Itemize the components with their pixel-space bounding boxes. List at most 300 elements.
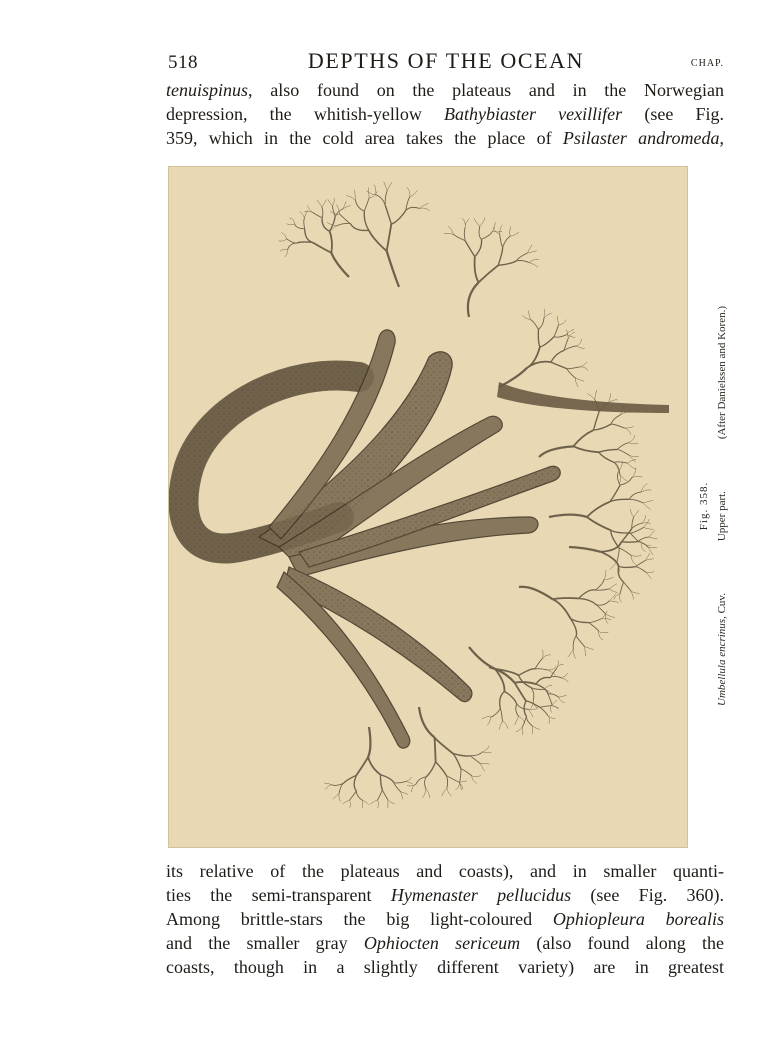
tentacle-branch [391,211,405,224]
tentacle-branch [528,311,530,320]
text-run: (also found along the [520,933,724,953]
tentacle-branch [519,587,553,600]
figure-part: Upper part. [716,491,728,542]
tentacle-branch [528,709,537,710]
tentacle-branch [642,515,646,523]
figure-caption [690,166,736,846]
tentacle-branch [455,782,459,790]
tentacle-branch [469,647,495,669]
tentacle-branch [376,195,386,206]
text-line [166,907,724,931]
text-run: , [719,128,725,148]
tentacle-branch [587,393,595,399]
tentacle-branch [643,503,651,510]
tentacle-branch [332,206,335,217]
tentacle-branch [557,316,559,325]
tentacle-branch [356,757,368,775]
tentacle-branch [446,776,457,782]
tentacle-branch [648,548,653,555]
tentacle-branch [487,717,491,725]
tentacle-branch [576,636,585,646]
tentacle-branch [453,753,470,756]
tentacle-branch [617,443,629,450]
tentacle-branch [553,598,579,599]
tentacle-branch [642,523,651,524]
tentacle-branch [628,463,636,469]
tentacle-branch [554,325,559,337]
tentacle-branch [336,223,350,226]
tentacle-branch [580,367,588,371]
tentacle-branch [557,660,559,668]
tentacle-branch [544,313,552,318]
tentacle-branch [601,618,611,620]
tentacle-branch [587,517,611,530]
tentacle-branch [322,206,323,217]
tentacle-branch [567,367,580,369]
tentacle-branch [317,200,322,207]
tentacle-branch [462,218,466,227]
tentacle-branch [510,226,511,236]
tentacle-branch [475,257,479,283]
text-run: coasts, though in a slightly different variety) are in greatest [166,957,724,977]
tentacle-branch [601,552,619,566]
tentacle-branch [585,647,586,657]
tentacle-branch [604,570,606,579]
tentacle-branch [645,559,653,561]
species-name: Umbellula encrinus, Cuv. [716,593,728,706]
tentacle-branch [569,547,601,552]
tentacle-branch [369,230,387,251]
tentacle-branch [308,206,313,213]
tentacle-branch [304,218,305,229]
tentacle-branch [585,647,594,650]
italic-term: Psilaster andromeda [562,128,720,148]
tentacle-branch [374,185,376,195]
tentacle-branch [620,582,623,593]
italic-term: Bathybiaster vexillifer [444,104,623,124]
tentacle-branch [330,231,332,253]
text-run: depression, the whitish-yellow [166,104,445,124]
tentacle-branch [548,694,552,704]
tentacle-branch [465,241,475,257]
tentacle-branch [624,428,631,435]
tentacle-branch [620,477,632,485]
tentacle-branch [446,776,447,789]
top-paragraph [166,78,724,150]
tentacle-branch [646,572,652,579]
tentacle-branch [500,709,502,722]
tentacle-branch [579,590,596,599]
tentacle-branch [340,214,351,223]
tentacle-branch [304,212,312,213]
text-line [166,126,724,150]
tentacle-branch [532,726,539,730]
tentacle-branch [480,764,485,772]
tentacle-branch [305,229,313,243]
tentacle-branch [576,339,582,346]
tentacle-branch [475,239,482,256]
tentacle-branch [481,231,492,239]
tentacle-branch [611,530,631,533]
tentacle-branch [326,785,333,790]
tentacle-branch [638,537,649,542]
tentacle-branch [619,548,631,555]
tentacle-branch [289,218,294,224]
tentacle-branch [617,548,619,562]
tentacle-branch [540,707,548,715]
tentacle-branch [434,737,452,753]
tentacle-branch [548,694,559,697]
tentacle-branch [624,582,632,591]
tentacle-branch [285,249,288,257]
tentacle-branch [550,676,561,678]
tentacle-branch [548,666,556,670]
tentacle-branch [453,234,465,240]
tentacle-branch [628,459,637,463]
tentacle-branch [638,542,648,548]
tentacle-branch [482,746,489,752]
tentacle-branch [619,566,636,567]
tentacle-branch [632,476,642,477]
tentacle-branch [621,529,631,542]
text-run: , also found on the plateaus and in the Norwegian [248,80,724,100]
tentacle-branch [629,435,635,442]
tentacle-branch [543,650,544,659]
tentacle-branch [596,601,609,605]
text-run: and the smaller gray [166,933,364,953]
tentacle-branch [595,580,604,590]
tentacle-branch [362,800,369,805]
tentacle-branch [635,567,646,572]
tentacle-branch [343,800,350,804]
tentacle-branch [474,218,480,226]
tentacle-branch [472,775,481,776]
tentacle-branch [538,318,544,329]
tentacle-branch [599,449,617,452]
tentacle-branch [355,190,356,200]
tentacle-branch [527,362,551,368]
tentacle-branch [287,224,295,225]
tentacle-branch [530,263,538,268]
tentacle-branch [559,320,567,325]
tentacle-branch [609,393,611,402]
tentacle-branch [405,782,413,784]
tentacle-branch [527,251,536,253]
tentacle-branch [377,790,382,800]
tentacle-branch [500,225,503,234]
tentacle-branch [551,350,564,362]
tentacle-branch [387,182,392,191]
tentacle-branch [394,782,405,783]
tentacle-branch [447,788,452,796]
text-run: (see Fig. 360). [571,885,724,905]
tentacle-branch [350,791,357,800]
tentacle-branch [281,233,286,239]
text-line [166,78,724,102]
chapter-label: CHAP. [690,58,724,69]
text-run: Among brittle-stars the big light-coloured [166,909,553,929]
tentacle-branch [519,717,525,724]
text-line [166,955,724,979]
tentacle-branch [332,198,334,206]
tentacle-branch [610,499,630,502]
tentacle-branch [609,584,617,589]
tentacle-branch [580,362,588,367]
text-line [166,859,724,883]
tentacle-branch [649,530,655,536]
tentacle-branch [632,468,636,477]
tentacle-branch [599,452,615,462]
tentacle-branch [436,762,447,776]
tentacle-branch [280,249,288,251]
tentacle-branch [621,412,630,414]
tentacle-branch [482,752,491,753]
tentacle-branch [405,777,412,782]
tentacle-branch [552,705,558,710]
tentacle-branch [579,598,597,604]
tentacle-branch [573,430,593,446]
tentacle-branch [589,623,599,632]
tentacle-branch [482,716,491,718]
tentacle-branch [420,203,429,208]
tentacle-branch [312,212,322,217]
tentacle-branch [322,200,327,207]
tentacle-branch [385,191,387,205]
tentacle-branch [595,589,608,590]
tentacle-branch [407,187,410,197]
tentacle-branch [531,700,534,709]
tentacle-branch [536,677,550,684]
tentacle-branch [426,789,429,797]
italic-term: tenuispinus [166,80,249,100]
tentacle-branch [516,253,527,261]
tentacle-branch [419,707,434,737]
tentacle-branch [538,329,540,347]
figure-credit: (After Danielssen and Koren.) [716,306,728,440]
tentacle-branch [460,769,461,782]
tentacle-branch [517,704,529,709]
tentacle-branch [426,762,435,777]
tentacle-branch [631,555,641,556]
tentacle-branch [649,537,657,539]
tentacle-branch [620,593,622,601]
tentacle-branch [464,227,465,240]
tentacle-branch [614,462,627,463]
tentacle-branch [621,542,638,543]
tentacle-branch [530,260,539,263]
tentacle-branch [384,182,387,192]
tentacle-branch [368,727,370,757]
tentacle-branch [540,706,551,708]
text-line [166,102,724,126]
tentacle-branch [498,261,516,265]
tentacle-branch [420,208,430,211]
tentacle-branch [480,218,485,226]
stalk [497,382,669,413]
tentacle-branch [510,232,519,236]
tentacle-branch [531,688,534,701]
tentacle-branch [575,378,578,387]
tentacle-branch [589,619,602,623]
tentacle-branch [526,717,532,726]
tentacle-branch [366,191,375,195]
tentacle-branch [516,727,522,732]
tentacle-branch [646,571,655,573]
tentacle-branch [322,218,330,232]
tentacle-branch [388,800,395,804]
tentacle-branch [539,446,573,457]
tentacle-branch [442,788,447,796]
tentacle-branch [394,783,401,792]
tentacle-branch [287,239,297,243]
tentacle-branch [641,490,651,492]
tentacle-branch [364,211,369,230]
tentacle-branch [479,226,481,239]
tentacle-branch [461,769,472,776]
tentacle-branch [624,426,634,428]
tentacle-branch [500,692,505,709]
tentacle-branch [631,556,636,565]
tentacle-branch [368,757,380,775]
tentacle-branch [381,775,394,783]
tentacle-branch [609,589,618,593]
tentacle-branch [632,523,642,529]
italic-term: Ophiocten sericeum [363,933,521,953]
tentacle-branch [573,636,576,649]
tentacle-branch [611,424,624,428]
tentacle-branch [573,446,598,452]
figure-plate [168,166,688,848]
tentacle-branch [444,233,454,234]
tentacle-branch [567,369,575,378]
tentacle-branch [401,792,409,795]
tentacle-branch [619,461,623,471]
tentacle-branch [370,800,377,804]
tentacle-branch [535,669,548,670]
tentacle-branch [470,752,482,756]
tentacle-branch [448,226,453,234]
tentacle-branch [480,763,489,764]
tentacle-branch [576,346,585,348]
tentacle-branch [531,319,539,329]
tentacle-branch [553,599,571,618]
text-line [166,883,724,907]
tentacle-branch [528,709,533,717]
tentacle-branch [498,247,502,265]
tentacle-branch [604,577,613,579]
tentacle-branch [629,443,639,444]
tentacle-branch [643,527,653,529]
figure-number: Fig. 358. [698,481,710,531]
tentacle-branch [559,697,565,703]
tentacle-branch [382,790,388,800]
tentacle-branch [479,265,499,282]
tentacle-branch [500,234,503,247]
tentacle-branch [573,649,575,658]
tentacle-branch [568,649,574,657]
tentacle-branch [516,261,529,263]
tentacle-branch [354,775,356,791]
tentacle-branch [502,721,507,728]
tentacle-branch [557,664,564,668]
tentacle-branch [380,775,382,790]
tentacle-branch [385,205,391,224]
tentacle-branch [470,756,480,764]
tentacle-branch [554,335,567,338]
tentacle-branch [288,243,297,249]
tentacle-branch [515,717,519,725]
tentacle-branch [434,737,435,761]
tentacle-branch [339,794,341,802]
tentacle-branch [522,717,526,727]
tentacle-branch [594,412,599,430]
tentacle-branch [620,475,627,482]
tentacle-branch [458,781,467,782]
tentacle-branch [355,200,364,211]
tentacle-branch [356,791,362,800]
tentacle-branch [609,601,619,603]
tentacle-branch [499,721,502,729]
tentacle-branch [468,282,479,317]
tentacle-branch [300,211,305,217]
tentacle-branch [543,655,551,659]
tentacle-branch [531,688,544,690]
tentacle-branch [346,196,355,200]
tentacle-branch [328,199,333,206]
tentacle-branch [410,190,418,197]
text-run: its relative of the plateaus and coasts), and in smaller quanti- [166,861,724,881]
italic-term: Ophiopleura borealis [552,909,725,929]
tentacle-branch [504,692,516,704]
tentacle-branch [364,198,369,211]
tentacle-branch [576,378,585,381]
tentacle-branch [491,709,501,717]
tentacle-branch [377,800,378,808]
tentacle-branch [515,683,526,701]
tentacle-branch [406,207,420,210]
tentacle-branch [312,242,331,252]
tentacle-branch [643,500,653,503]
tentacle-branch [387,251,399,287]
page-header [168,46,724,76]
tentacle-branch [606,614,615,617]
figure-description [713,166,731,846]
tentacle-branch [596,605,606,614]
tentacle-branch [324,783,332,785]
tentacle-branch [492,222,495,231]
tentacle-branch [587,502,610,517]
bottom-paragraph [166,859,724,979]
tentacle-branch [629,492,641,499]
tentacle-branch [535,659,542,669]
tentacle-branch [519,669,535,676]
italic-term: Hymenaster pellucidus [390,885,572,905]
tentacle-branch [594,424,612,430]
tentacle-branch [561,678,568,682]
tentacle-branch [561,673,568,678]
tentacle-branch [631,591,639,593]
tentacle-branch [559,695,567,697]
tentacle-branch [387,224,392,251]
tentacle-branch [551,362,567,369]
text-run: ties the semi-transparent [166,885,391,905]
running-title: DEPTHS OF THE OCEAN [307,48,585,73]
tentacle-branch [492,231,502,232]
text-line [166,931,724,955]
tentacle-branch [631,509,634,517]
tentacle-branch [401,792,403,800]
tentacle-branch [595,390,597,399]
